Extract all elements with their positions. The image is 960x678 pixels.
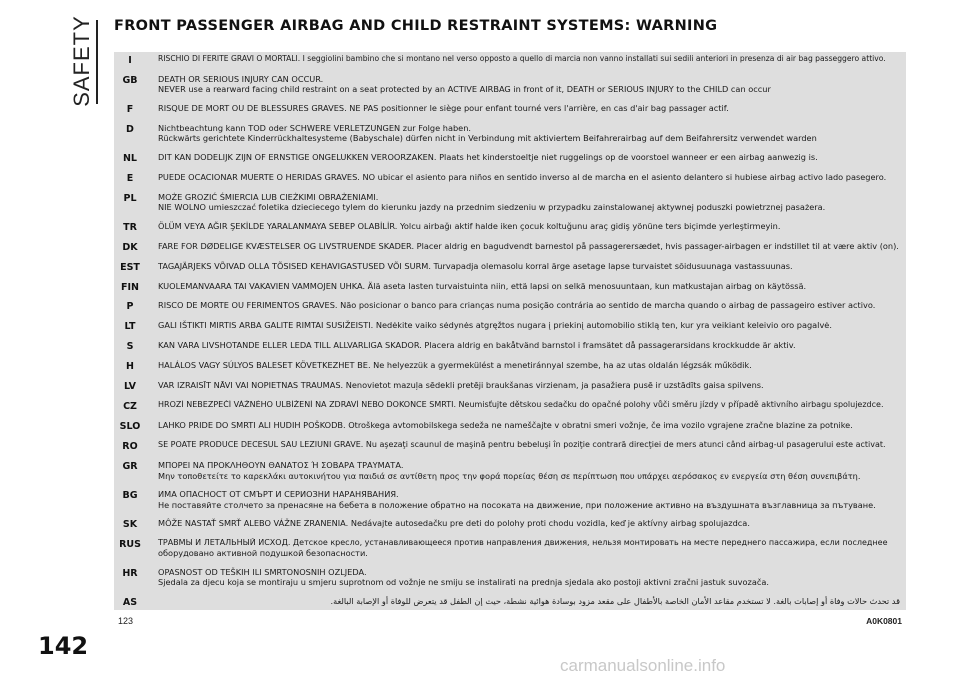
table-row [114,400,906,412]
warning-line-2: NIE WOLNO umieszczać foletika dzieciecego tylem do kierunku jazdy na przednim siedzeniu w przypadku zainstalowanej aktywnej poduszki powietrznej pasażera. [158,202,826,213]
warning-text [146,400,906,411]
warning-line-1: SE POATE PRODUCE DECESUL SAU LEZIUNI GRAVE. Nu aşezaţi scaunul de maşină pentru bebeluşi în poziţie contrară direcţiei de mers atunci când airbag-ul pasagerului este activat. [158,440,886,450]
table-row [114,340,906,352]
warning-text [146,489,906,510]
warning-text [146,320,906,331]
warning-line-2: Sjedala za djecu koja se montiraju u smjeru suprotnom od vožnje ne smiju se instalirati na prednja sjedala ako postoji aktivni zračni jastuk suvozača. [158,577,769,588]
watermark: carmanualsonline.info [560,656,726,675]
language-code: LV [123,381,137,393]
warning-line-1: RISCO DE MORTE OU FERIMENTOS GRAVES. Não posicionar o banco para crianças numa posição contrária ao sentido de marcha quando o airbag de passageiro estiver activo. [158,300,876,311]
warning-text [146,261,906,272]
warning-line-1: ИМА ОПАСНОСТ ОТ СМЪРТ И СЕРИОЗНИ НАРАНЯВАНИЯ. [158,489,399,500]
table-row [114,172,906,184]
language-code: P [126,301,134,313]
table-row [114,538,906,559]
table-row [114,567,906,588]
language-code: F [126,103,134,115]
warning-line-1: ТРАВМЫ И ЛЕТАЛЬНЫЙ ИСХОД. Детское кресло, устанавливающееся против направления движения, нельзя монтировать на месте переднего пассажира, если последнее [158,537,888,547]
warning-line-1: KUOLEMANVAARA TAI VAKAVIEN VAMMOJEN UHKA. Älä aseta lasten turvaistuinta niin, että lapsi on selkä menosuuntaan, kun matkustajan airbag on käytössä. [158,280,807,291]
warning-table [114,52,906,610]
language-code: HR [122,567,138,579]
warning-line-1: HROZÍ NEBEZPEČÍ VÁŽNÉHO ULBÍŽENÍ NA ZDRAVÍ NEBO DOKONCE SMRTI. Neumisťujte dětskou sedačku do opačné polohy vůči směru jízdy v případě aktivního airbagu spolujezdce. [158,400,884,410]
warning-text [146,152,906,163]
language-code: BG [122,490,138,502]
warning-text [146,241,906,252]
language-code: PL [123,192,137,204]
warning-text [146,340,906,351]
language-code: LT [124,321,136,333]
warning-text [146,380,906,391]
language-code: DK [122,241,138,253]
warning-text [146,300,906,311]
language-code: SK [122,519,138,531]
table-row [114,320,906,332]
warning-text [146,123,906,144]
warning-text [146,192,906,213]
language-code: GR [122,461,138,473]
warning-text [146,596,906,607]
warning-text [146,172,906,183]
table-row [114,281,906,293]
warning-line-1: DEATH OR SERIOUS INJURY CAN OCCUR. [158,73,324,84]
warning-line-1: RISCHIO DI FERITE GRAVI O MORTALI. I seggiolini bambino che si montano nel verso opposto a quello di marcia non vanno installati sui sedili anteriori in presenza di air bag passeggero attivo. [158,54,886,63]
warning-line-2: Не поставяйте столчето за пренасяне на бебета в положение обратно на посоката на движение, при положение активно на въздушната възглавница за пътуване. [158,499,876,510]
warning-text [146,103,906,114]
warning-text [146,518,906,529]
warning-text [146,538,906,559]
language-code: CZ [123,401,137,413]
language-code: S [126,341,134,353]
table-row [114,596,906,608]
warning-text [146,440,906,451]
warning-text [146,281,906,292]
table-row [114,103,906,115]
figure-code: A0K0801 [866,616,902,626]
table-row [114,518,906,530]
table-row [114,74,906,95]
table-row [114,489,906,510]
warning-line-1: GALI IŠTIKTI MIRTIS ARBA GALITE RIMTAI SUSIŽEISTI. Nedėkite vaiko sėdynės atgręžtos nugara į priekinį automobilio stiklą ten, kur yra veikiant keleivio oro pagalvė. [158,320,832,331]
section-divider [96,20,98,104]
warning-line-1: HALÁLOS VAGY SÚLYOS BALESET KÖVETKEZHET BE. Ne helyezzük a gyermekülést a menetiránnyal szembe, ha az utas oldalán légzsák működik. [158,360,752,371]
page-number: 142 [38,632,89,660]
warning-line-1: OPASNOST OD TEŠKIH ILI SMRTONOSNIH OZLJEDA. [158,566,367,577]
table-row [114,123,906,144]
warning-line-2: Rückwärts gerichtete Kinderrückhaltesysteme (Babyschale) dürfen nicht in Verbindung mit aktiviertem Beifahrerairbag auf dem Beifahrersitz verwendet warden [158,133,817,144]
table-row [114,192,906,213]
warning-line-1: TAGAJÄRJEKS VÕIVAD OLLA TÕSISED KEHAVIGASTUSED VÕI SURM. Turvapadja olemasolu korral ärge asetage lapse turvaistet sõidusuunaga vastassuunas. [158,260,793,271]
language-code: E [126,172,134,184]
warning-line-1: PUEDE OCACIONAR MUERTE O HERIDAS GRAVES. NO ubicar el asiento para niños en sentido inverso al de marcha en el asiento delantero si hubiese airbag activo lado pasegero. [158,171,887,182]
table-row [114,380,906,392]
warning-line-1: MOŻE GROZIĆ ŚMIERCIA LUB CIEŻKIMI OBRAŻENIAMI. [158,191,379,202]
warning-line-2: NEVER use a rearward facing child restraint on a seat protected by an ACTIVE AIRBAG in front of it, DEATH or SERIOUS INJURY to the CHILD can occur [158,84,771,95]
warning-line-1: FARE FOR DØDELIGE KVÆSTELSER OG LIVSTRUENDE SKADER. Placer aldrig en bagudvendt barnestol på passagerersædet, hvis passager-airbagen er indstillet til at være aktiv (on). [158,240,899,251]
page-title: FRONT PASSENGER AIRBAG AND CHILD RESTRAINT SYSTEMS: WARNING [114,18,718,34]
language-code: EST [120,261,140,273]
table-row [114,300,906,312]
warning-line-1: ÖLÜM VEYA AĞIR ŞEKİLDE YARALANMAYA SEBEP OLABİLİR. Yolcu airbağı aktif halde iken çocuk koltuğunu araç gidiş yönüne ters biçimde yerleştirmeyin. [158,220,781,231]
warning-text [146,221,906,232]
language-code: I [128,55,132,66]
table-row [114,420,906,432]
warning-line-1: ΜΠΟΡΕΙ ΝΑ ΠΡΟΚΛΗΘΟΥΝ ΘΑΝΑΤΟΣ Ή ΣΟΒΑΡΑ ΤΡΑΥΜΑΤΑ. [158,460,404,471]
language-code: SLO [119,421,141,433]
table-row [114,360,906,372]
language-code: AS [122,596,138,608]
language-code: RUS [119,538,141,550]
table-row [114,152,906,164]
table-row [114,221,906,233]
language-code: TR [123,221,137,233]
language-code: FIN [121,281,139,293]
warning-text [146,74,906,95]
language-code: RO [122,441,138,453]
warning-line-1: KAN VARA LIVSHOTANDE ELLER LEDA TILL ALLVARLIGA SKADOR. Placera aldrig en bakåtvänd barnstol i framsätet då passagerarsidans krockkudde är aktiv. [158,340,796,351]
warning-text [146,460,906,481]
warning-text [146,567,906,588]
table-row [114,460,906,481]
warning-text [146,420,906,431]
warning-line-1: VAR IZRAISĪT NĀVI VAI NOPIETNAS TRAUMAS. Nenovietot mazuļa sēdekli pretēji braukšanas virzienam, ja pasažiera pusē ir uzstādīts gaisa spilvens. [158,380,764,391]
table-row [114,440,906,452]
language-code: D [126,123,134,135]
table-row [114,241,906,253]
warning-text [146,360,906,371]
table-row [114,261,906,273]
warning-line-1: Nichtbeachtung kann TOD oder SCHWERE VERLETZUNGEN zur Folge haben. [158,122,471,133]
language-code: NL [122,152,137,164]
warning-line-1: MÔŽE NASTAŤ SMRŤ ALEBO VÁŽNE ZRANENIA. Nedávajte autosedačku pre deti do polohy proti chodu vozidla, keď je aktívny airbag spolujazdca. [158,518,750,529]
warning-line-1: RISQUE DE MORT OU DE BLESSURES GRAVES. NE PAS positionner le siège pour enfant tourné vers l'arrière, en cas d'air bag passager actif. [158,102,729,113]
page-reference: 123 [118,616,134,626]
section-label-text: SAFETY [69,15,95,107]
table-row [114,54,906,66]
warning-text [146,54,906,65]
warning-line-1: DIT KAN DODELIJK ZIJN OF ERNSTIGE ONGELUKKEN VEROORZAKEN. Plaats het kinderstoeltje niet ruggelings op de voorstoel wanneer er een airbag aanwezig is. [158,151,818,162]
warning-line-1: LAHKO PRIDE DO SMRTI ALI HUDIH POŠKODB. Otroškega avtomobilskega sedeža ne nameščajte v obratni smeri vožnje, če ima vozilo vgrajene zračne blazine za potnike. [158,420,853,431]
language-code: GB [122,74,138,86]
warning-line-2: Μην τοποθετείτε το καρεκλάκι αυτοκινήτου για παιδιά σε αντίθετη προς την φορά πορείας θέση σε περίπτωση που υπάρχει αερόσακος εν ενεργεία στη θέση συνεπιβάτη. [158,470,861,481]
warning-line-1: قد تحدث حالات وفاة أو إصابات بالغة. لا تستخدم مقاعد الأمان الخاصة بالأطفال على مقعد مزود بوسادة هوائية نشطة، حيث إن الطفل قد يتعرض للوفاة أو الإصابة البالغة. [330,595,900,606]
language-code: H [126,361,134,373]
warning-line-2: оборудовано активной подушкой безопасности. [158,548,368,559]
